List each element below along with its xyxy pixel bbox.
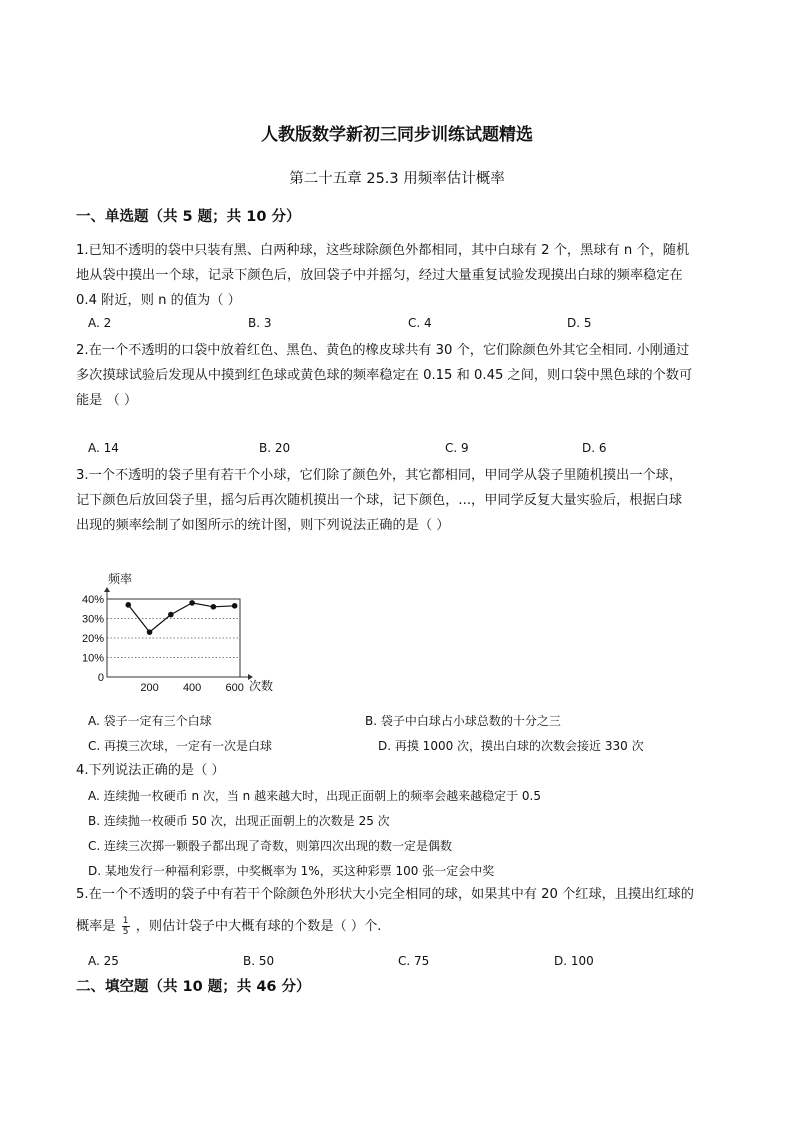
frequency-line-chart [76,568,296,698]
question-2-option-b[interactable]: B. 20 [259,441,291,455]
fraction-denominator: 5 [122,926,129,937]
question-5-line-1: 5.在一个不透明的袋子中有若干个除颜色外形状大小完全相同的球，如果其中有 20 个红球，且摸出红球的 [76,887,694,902]
question-5-line-2-prefix: 概率是 [76,919,116,934]
chart-y-tick-label: 30% [81,613,104,626]
section-heading-2: 二、填空题（共 10 题；共 46 分） [76,979,311,995]
question-3-line-3: 出现的频率绘制了如图所示的统计图，则下列说法正确的是（ ） [76,518,450,533]
question-5-option-b[interactable]: B. 50 [243,954,275,968]
question-1-option-a[interactable]: A. 2 [88,316,112,330]
question-5-line-2-suffix: ，则估计袋子中大概有球的个数是（ ）个. [135,919,382,934]
question-4-option-a[interactable]: A. 连续抛一枚硬币 n 次，当 n 越来越大时，出现正面朝上的频率会越来越稳定于 0.5 [88,789,541,803]
question-3-option-d[interactable]: D. 再摸 1000 次，摸出白球的次数会接近 330 次 [378,739,644,753]
question-5-option-c[interactable]: C. 75 [398,954,430,968]
question-4-line-1: 4.下列说法正确的是（ ） [76,763,225,778]
page-title: 人教版数学新初三同步训练试题精选 [261,125,533,145]
question-1-option-d[interactable]: D. 5 [567,316,592,330]
question-3-line-1: 3.一个不透明的袋子里有若干个小球，它们除了颜色外，其它都相同，甲同学从袋子里随机摸出一个球， [76,468,683,483]
question-2-option-c[interactable]: C. 9 [445,441,469,455]
fraction-one-fifth [122,916,130,937]
question-4-option-d[interactable]: D. 某地发行一种福利彩票，中奖概率为 1%，买这种彩票 100 张一定会中奖 [88,864,495,878]
chart-data-point [189,600,195,606]
question-3-option-c[interactable]: C. 再摸三次球，一定有一次是白球 [88,739,273,753]
chart-data-point [147,629,153,635]
question-3-option-a[interactable]: A. 袋子一定有三个白球 [88,714,212,728]
question-2-line-1: 2.在一个不透明的口袋中放着红色、黑色、黄色的橡皮球共有 30 个，它们除颜色外其它全相同. 小刚通过 [76,343,690,358]
question-1-line-2: 地从袋中摸出一个球，记录下颜色后，放回袋子中并摇匀，经过大量重复试验发现摸出白球的频率稳定在 [76,268,683,283]
question-1-line-3: 0.4 附近，则 n 的值为（ ） [76,293,241,308]
chart-y-tick-label: 40% [81,594,104,606]
question-2-line-3: 能是 （ ） [76,393,138,408]
question-4-option-b[interactable]: B. 连续抛一枚硬币 50 次，出现正面朝上的次数是 25 次 [88,814,390,828]
question-1-line-1: 1.已知不透明的袋中只装有黑、白两种球，这些球除颜色外都相同，其中白球有 2 个，黑球有 n 个，随机 [76,243,690,258]
chart-series-line [128,603,234,632]
question-1-option-c[interactable]: C. 4 [408,316,432,330]
question-3-option-b[interactable]: B. 袋子中白球占小球总数的十分之三 [365,714,561,728]
question-5-line-2 [76,914,381,939]
question-3-line-2: 记下颜色后放回袋子里，摇匀后再次随机摸出一个球，记下颜色，...，甲同学反复大量实验后，根据白球 [76,493,683,508]
question-4-option-c[interactable]: C. 连续三次掷一颗骰子都出现了奇数，则第四次出现的数一定是偶数 [88,839,453,853]
fraction-numerator: 1 [122,915,129,926]
chart-x-tick-label: 600 [225,682,244,694]
chart-x-tick-label: 400 [182,682,202,694]
chart-xlabel: 次数 [249,679,274,693]
chart-y-tick-label: 0 [97,672,104,684]
chart-data-point [211,604,217,610]
question-2-option-d[interactable]: D. 6 [582,441,607,455]
question-2-option-a[interactable]: A. 14 [88,441,119,455]
question-5-option-d[interactable]: D. 100 [554,954,594,968]
question-5-option-a[interactable]: A. 25 [88,954,119,968]
chart-data-point [168,612,174,618]
chart-ylabel: 频率 [108,572,133,586]
chart-y-tick-label: 20% [81,633,104,645]
chart-data-point [125,602,131,608]
chart-y-axis-arrow [104,587,110,592]
chart-data-point [232,603,238,609]
question-1-option-b[interactable]: B. 3 [248,316,272,330]
chart-y-tick-label: 10% [81,652,104,665]
section-heading-1: 一、单选题（共 5 题；共 10 分） [76,209,301,225]
page-subtitle: 第二十五章 25.3 用频率估计概率 [289,171,505,187]
chart-x-tick-label: 200 [140,682,159,694]
question-2-line-2: 多次摸球试验后发现从中摸到红色球或黄色球的频率稳定在 0.15 和 0.45 之间，则口袋中黑色球的个数可 [76,368,693,383]
